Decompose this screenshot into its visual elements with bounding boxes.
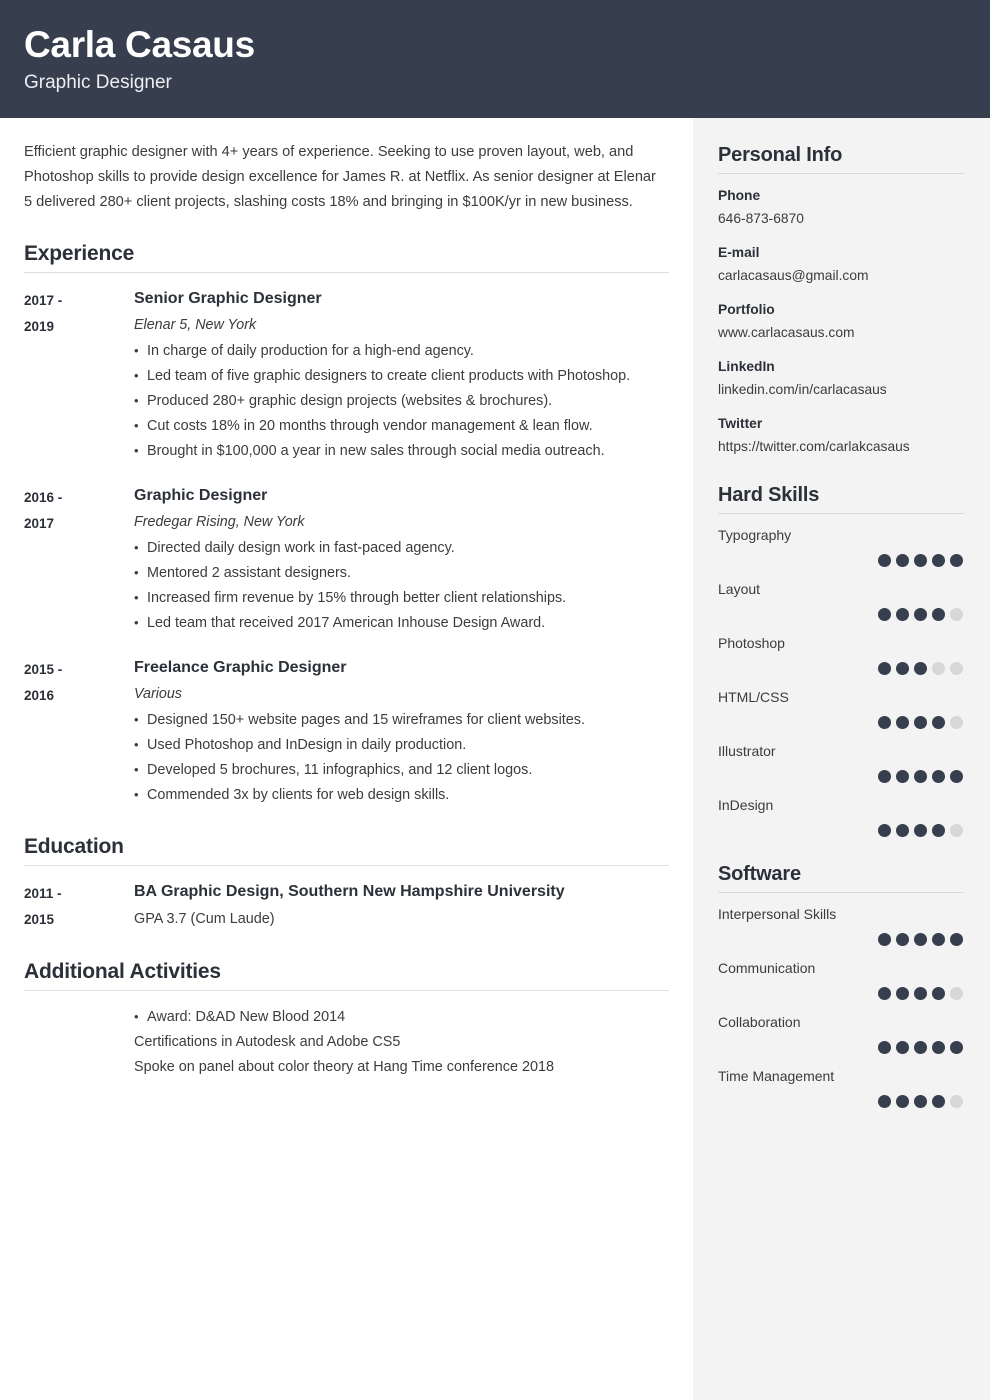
rating-dot-filled (914, 824, 927, 837)
skill-rating-dots (718, 770, 964, 783)
section-heading-software: Software (718, 863, 964, 893)
rating-dot-filled (914, 1041, 927, 1054)
activities-bullet-list (134, 1005, 669, 1030)
rating-dot-filled (914, 933, 927, 946)
rating-dot-empty (950, 824, 963, 837)
skill-rating-dots (718, 662, 964, 675)
skill-rating-dots (718, 933, 964, 946)
personal-info-item (718, 242, 964, 287)
entry-job-title: Freelance Graphic Designer (134, 659, 347, 676)
entry-bullet: • Led team of five graphic designers to create client products with Photoshop. (134, 364, 669, 389)
rating-dot-filled (896, 987, 909, 1000)
skill-name: Communication (718, 960, 816, 976)
activities-line: Spoke on panel about color theory at Hang Time conference 2018 (134, 1059, 555, 1075)
rating-dot-filled (896, 933, 909, 946)
software-skill-row (718, 1012, 964, 1054)
rating-dot-filled (932, 770, 945, 783)
rating-dot-filled (950, 1041, 963, 1054)
sidebar-column (693, 118, 990, 1400)
skill-rating-dots (718, 554, 964, 567)
rating-dot-filled (950, 933, 963, 946)
entry-bullet: • Developed 5 brochures, 11 infographics, and 12 client logos. (134, 758, 669, 783)
personal-info-value[interactable]: 646-873-6870 (718, 211, 804, 226)
education-list (24, 880, 669, 933)
entry-job-title: Senior Graphic Designer (134, 290, 322, 307)
rating-dot-filled (932, 933, 945, 946)
personal-info-label: Phone (718, 188, 761, 203)
skill-name: Typography (718, 527, 792, 543)
personal-info-label: Portfolio (718, 302, 775, 317)
experience-list (24, 287, 669, 808)
entry-company: Elenar 5, New York (134, 317, 257, 333)
section-heading-experience: Experience (24, 242, 669, 273)
hard-skill-row (718, 579, 964, 621)
skill-rating-dots (718, 716, 964, 729)
personal-info-value[interactable]: linkedin.com/in/carlacasaus (718, 382, 887, 397)
skill-rating-dots (718, 1095, 964, 1108)
entry-date-start: 2016 - (24, 490, 63, 505)
software-list (718, 904, 964, 1108)
rating-dot-filled (914, 608, 927, 621)
rating-dot-filled (878, 716, 891, 729)
skill-name: Photoshop (718, 635, 785, 651)
entry-bullet: • Increased firm revenue by 15% through better client relationships. (134, 586, 669, 611)
activities-line: Certifications in Autodesk and Adobe CS5 (134, 1034, 401, 1050)
rating-dot-filled (878, 608, 891, 621)
skill-rating-dots (718, 824, 964, 837)
rating-dot-filled (914, 987, 927, 1000)
entry-date-start: 2017 - (24, 293, 63, 308)
entry-date-range (24, 484, 134, 636)
rating-dot-filled (896, 608, 909, 621)
entry-date-end: 2016 (24, 688, 55, 703)
rating-dot-empty (950, 662, 963, 675)
rating-dot-filled (878, 987, 891, 1000)
skill-name: Collaboration (718, 1014, 801, 1030)
personal-info-item (718, 356, 964, 401)
hard-skill-row (718, 687, 964, 729)
resume-body (0, 118, 990, 1400)
experience-entry (24, 656, 669, 808)
skill-name: Interpersonal Skills (718, 906, 837, 922)
rating-dot-empty (950, 716, 963, 729)
entry-bullet: • Used Photoshop and InDesign in daily production. (134, 733, 669, 758)
hard-skill-row (718, 795, 964, 837)
activities-entry (24, 1005, 669, 1080)
hard-skill-row (718, 741, 964, 783)
section-heading-personal-info: Personal Info (718, 144, 964, 174)
rating-dot-filled (878, 824, 891, 837)
section-heading-hard-skills: Hard Skills (718, 484, 964, 514)
section-heading-education: Education (24, 835, 669, 866)
personal-info-label: LinkedIn (718, 359, 775, 374)
rating-dot-filled (950, 770, 963, 783)
rating-dot-filled (914, 770, 927, 783)
rating-dot-filled (950, 554, 963, 567)
entry-bullet: • Designed 150+ website pages and 15 wireframes for client websites. (134, 708, 669, 733)
personal-info-item (718, 413, 964, 458)
entry-bullet: • Brought in $100,000 a year in new sales through social media outreach. (134, 439, 669, 464)
entry-bullet: • Led team that received 2017 American Inhouse Design Award. (134, 611, 669, 636)
rating-dot-filled (896, 824, 909, 837)
entry-body (134, 484, 669, 636)
rating-dot-filled (896, 662, 909, 675)
rating-dot-filled (896, 1041, 909, 1054)
skill-name: InDesign (718, 797, 774, 813)
rating-dot-filled (878, 1041, 891, 1054)
entry-company: Fredegar Rising, New York (134, 514, 305, 530)
activities-list (24, 1005, 669, 1080)
entry-body (134, 656, 669, 808)
rating-dot-filled (932, 1041, 945, 1054)
rating-dot-filled (914, 716, 927, 729)
rating-dot-filled (896, 1095, 909, 1108)
experience-entry (24, 484, 669, 636)
hard-skill-row (718, 633, 964, 675)
hard-skills-list (718, 525, 964, 837)
entry-bullet-list (134, 708, 669, 808)
main-column (0, 118, 693, 1400)
entry-date-range (24, 880, 134, 933)
entry-date-start: 2015 - (24, 662, 63, 677)
rating-dot-filled (896, 716, 909, 729)
entry-date-end: 2015 (24, 912, 55, 927)
personal-info-item (718, 185, 964, 230)
rating-dot-empty (950, 608, 963, 621)
rating-dot-empty (932, 662, 945, 675)
experience-entry (24, 287, 669, 464)
entry-body (134, 880, 669, 933)
entry-bullet: • In charge of daily production for a high-end agency. (134, 339, 669, 364)
rating-dot-filled (932, 554, 945, 567)
skill-rating-dots (718, 1041, 964, 1054)
rating-dot-filled (896, 770, 909, 783)
rating-dot-filled (878, 1095, 891, 1108)
activities-date-spacer (24, 1005, 134, 1080)
activities-bullet: • Award: D&AD New Blood 2014 (134, 1005, 669, 1030)
skill-name: HTML/CSS (718, 689, 789, 705)
skill-rating-dots (718, 608, 964, 621)
rating-dot-filled (878, 770, 891, 783)
personal-info-value[interactable]: carlacasaus@gmail.com (718, 268, 869, 283)
personal-info-list (718, 185, 964, 458)
personal-info-value[interactable]: www.carlacasaus.com (718, 325, 855, 340)
rating-dot-empty (950, 987, 963, 1000)
entry-bullet: • Commended 3x by clients for web design skills. (134, 783, 669, 808)
rating-dot-filled (932, 1095, 945, 1108)
skill-name: Illustrator (718, 743, 776, 759)
section-heading-activities: Additional Activities (24, 960, 669, 991)
candidate-name: Carla Casaus (24, 24, 255, 65)
personal-info-value[interactable]: https://twitter.com/carlakcasaus (718, 439, 910, 454)
entry-bullet-list (134, 339, 669, 464)
entry-bullet: • Produced 280+ graphic design projects (websites & brochures). (134, 389, 669, 414)
skill-name: Layout (718, 581, 761, 597)
candidate-job-title: Graphic Designer (24, 72, 172, 93)
education-entry (24, 880, 669, 933)
personal-info-item (718, 299, 964, 344)
entry-date-end: 2019 (24, 319, 55, 334)
entry-date-start: 2011 - (24, 886, 62, 901)
personal-info-label: E-mail (718, 245, 760, 260)
entry-bullet-list (134, 536, 669, 636)
skill-name: Time Management (718, 1068, 835, 1084)
entry-body (134, 287, 669, 464)
hard-skill-row (718, 525, 964, 567)
resume-header (0, 0, 990, 118)
summary-paragraph: Efficient graphic designer with 4+ years of experience. Seeking to use proven layout, web, and Photoshop skills to provide design excellence for James R. at Netflix. As senior designer at Elenar 5 delivered 280+ client projects, slashing costs 18% and bringing in $100K/yr in new business. (24, 144, 656, 210)
rating-dot-filled (932, 987, 945, 1000)
rating-dot-filled (914, 554, 927, 567)
software-skill-row (718, 904, 964, 946)
entry-job-title: Graphic Designer (134, 487, 268, 504)
entry-bullet: • Mentored 2 assistant designers. (134, 561, 669, 586)
entry-company: Various (134, 686, 182, 702)
rating-dot-filled (896, 554, 909, 567)
software-skill-row (718, 958, 964, 1000)
rating-dot-empty (950, 1095, 963, 1108)
rating-dot-filled (932, 824, 945, 837)
rating-dot-filled (878, 554, 891, 567)
rating-dot-filled (914, 662, 927, 675)
entry-date-end: 2017 (24, 516, 55, 531)
entry-bullet: • Directed daily design work in fast-paced agency. (134, 536, 669, 561)
rating-dot-filled (932, 608, 945, 621)
rating-dot-filled (878, 933, 891, 946)
entry-bullet: • Cut costs 18% in 20 months through vendor management & lean flow. (134, 414, 669, 439)
entry-body (134, 1005, 669, 1080)
entry-degree-detail: GPA 3.7 (Cum Laude) (134, 911, 275, 927)
rating-dot-filled (914, 1095, 927, 1108)
rating-dot-filled (878, 662, 891, 675)
entry-degree: BA Graphic Design, Southern New Hampshire University (134, 883, 565, 900)
personal-info-label: Twitter (718, 416, 763, 431)
entry-date-range (24, 656, 134, 808)
entry-date-range (24, 287, 134, 464)
software-skill-row (718, 1066, 964, 1108)
skill-rating-dots (718, 987, 964, 1000)
rating-dot-filled (932, 716, 945, 729)
